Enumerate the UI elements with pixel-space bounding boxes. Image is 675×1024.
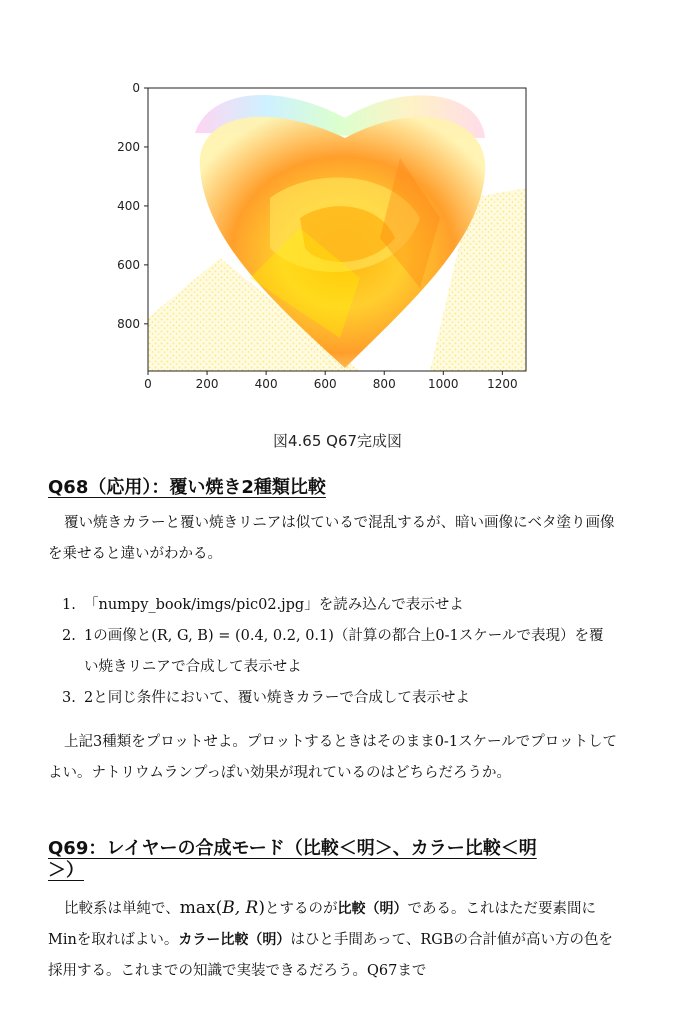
q69-heading-line2: ＞）	[48, 860, 84, 881]
q68-intro	[48, 508, 618, 570]
q69-text: である。これはただ要素間にMinを取ればよい。	[48, 901, 596, 948]
figure-plot	[100, 78, 540, 400]
q69-text: はひと手間あって、RGBの合計値が高い方の色を採用する。これまでの知識で実装できるだろう。Q67まで	[48, 932, 614, 979]
list-item	[62, 590, 617, 621]
x-tick-label: 1000	[428, 377, 459, 391]
x-axis	[144, 371, 517, 391]
q69-heading-line1: Q69：レイヤーの合成モード（比較＜明＞、カラー比較＜明	[48, 838, 537, 859]
x-tick-label: 200	[195, 377, 219, 391]
keyword-lighten: 比較（明）	[337, 901, 408, 917]
x-tick-label: 1200	[487, 377, 518, 391]
step-text: 1の画像と(R, G, B) = (0.4, 0.2, 0.1)（計算の都合上0-1スケールで表現）を覆い焼きリニアで合成して表示せよ	[84, 628, 604, 675]
math-args: B, R	[222, 898, 259, 918]
list-item	[62, 621, 617, 683]
step-number: 1.	[62, 597, 76, 613]
q69-body	[48, 893, 618, 987]
x-tick-label: 600	[313, 377, 337, 391]
q68-steps	[62, 590, 617, 714]
q69-text: 比較系は単純で、	[64, 901, 180, 917]
math-expression: max(B, R)	[179, 898, 265, 918]
y-tick-label: 400	[117, 198, 140, 213]
step-text: 「numpy_book/imgs/pic02.jpg」を読み込んで表示せよ	[84, 597, 464, 613]
q68-outro	[48, 727, 618, 789]
q68-intro-text: 覆い焼きカラーと覆い焼きリニアは似ているで混乱するが、暗い画像にベタ塗り画像を乗せると違いがわかる。	[48, 515, 615, 562]
y-axis	[117, 81, 148, 331]
y-tick-label: 800	[117, 316, 140, 331]
x-tick-label: 400	[254, 377, 278, 391]
math-func: max	[179, 898, 216, 918]
keyword-lighter-color: カラー比較（明）	[178, 932, 291, 948]
x-tick-label: 800	[372, 377, 396, 391]
list-item	[62, 683, 617, 714]
step-number: 2.	[62, 628, 76, 644]
heart-image	[148, 88, 526, 371]
q68-heading: Q68（応用）：覆い焼き2種類比較	[48, 477, 326, 498]
y-tick-label: 600	[117, 257, 140, 272]
y-tick-label: 0	[132, 81, 140, 95]
x-tick-label: 0	[144, 377, 152, 391]
q69-heading	[48, 838, 537, 882]
q68-outro-text: 上記3種類をプロットせよ。プロットするときはそのまま0-1スケールでプロットしてよい。ナトリウムランプっぽい効果が現れているのはどちらだろうか。	[48, 734, 617, 781]
figure-caption: 図4.65 Q67完成図	[272, 432, 403, 450]
step-text: 2と同じ条件において、覆い焼きカラーで合成して表示せよ	[84, 690, 470, 706]
y-tick-label: 200	[117, 139, 140, 154]
step-number: 3.	[62, 690, 76, 706]
q69-text: とするのが	[264, 901, 338, 917]
